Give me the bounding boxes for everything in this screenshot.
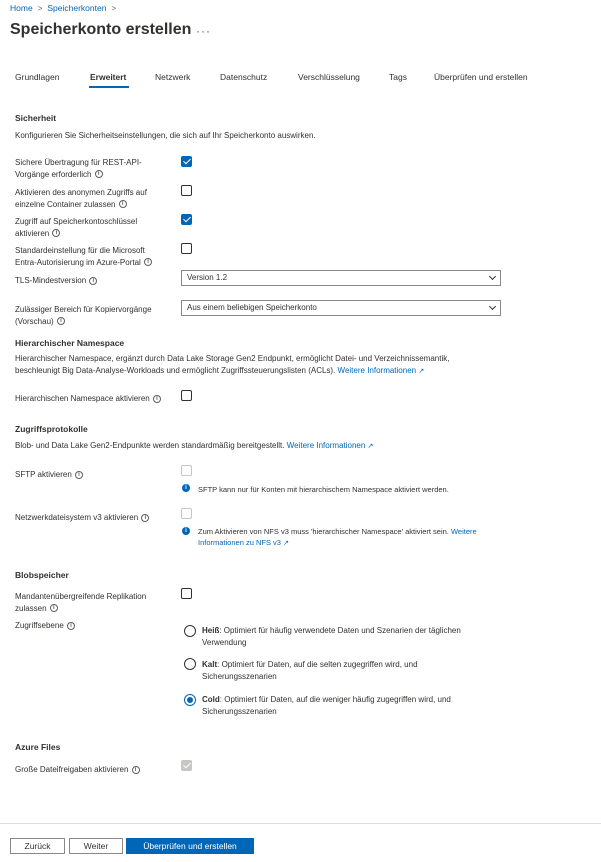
nfs-checkbox[interactable] xyxy=(181,508,192,519)
anonymous-access-label: Aktivieren des anonymen Zugriffs auf einzelne Container zulassen i xyxy=(15,188,147,209)
tab-grundlagen[interactable]: Grundlagen xyxy=(15,72,60,82)
page-title: Speicherkonto erstellen xyxy=(10,21,192,38)
tier-cool-label: Kalt: Optimiert für Daten, auf die selten zugegriffen wird, und Sicherungsszenarien xyxy=(202,660,418,681)
copy-scope-label: Zulässiger Bereich für Kopiervorgänge (Vorschau) i xyxy=(15,305,152,326)
tier-cool-radio[interactable] xyxy=(184,658,196,670)
access-tier-label: Zugriffsebene i xyxy=(15,620,75,632)
section-heading-azure-files: Azure Files xyxy=(15,742,61,752)
info-icon[interactable]: i xyxy=(52,229,60,237)
info-icon[interactable]: i xyxy=(132,766,140,774)
section-heading-hierarchical: Hierarchischer Namespace xyxy=(15,338,125,348)
back-button[interactable]: Zurück xyxy=(10,838,65,854)
tls-dropdown[interactable]: Version 1.2 xyxy=(181,270,501,286)
info-icon[interactable]: i xyxy=(95,170,103,178)
sftp-note: SFTP kann nur für Konten mit hierarchischem Namespace aktiviert werden. xyxy=(198,485,449,494)
section-heading-protocols: Zugriffsprotokolle xyxy=(15,424,88,434)
tab-netzwerk[interactable]: Netzwerk xyxy=(155,72,191,82)
secure-transfer-label: Sichere Übertragung für REST-API- Vorgänge erforderlich i xyxy=(15,158,142,179)
breadcrumb-storage-accounts[interactable]: Speicherkonten xyxy=(47,3,107,13)
info-icon[interactable]: i xyxy=(153,395,161,403)
chevron-down-icon xyxy=(489,303,496,310)
entra-default-checkbox[interactable] xyxy=(181,243,192,254)
section-heading-security: Sicherheit xyxy=(15,113,57,123)
info-icon[interactable]: i xyxy=(75,471,83,479)
tls-label: TLS-Mindestversion i xyxy=(15,275,97,287)
large-shares-label: Große Dateifreigaben aktivieren i xyxy=(15,764,140,776)
secure-transfer-checkbox[interactable] xyxy=(181,156,192,167)
tier-hot-radio[interactable] xyxy=(184,625,196,637)
tab-verschluesselung[interactable]: Verschlüsselung xyxy=(298,72,360,82)
hierarchical-learn-more-link[interactable]: Weitere Informationen ↗ xyxy=(337,365,425,375)
tier-hot-label: Heiß: Optimiert für häufig verwendete Daten und Szenarien der täglichen Verwendung xyxy=(202,626,461,647)
footer-divider xyxy=(0,823,601,824)
info-icon[interactable]: i xyxy=(57,317,65,325)
hierarchical-enable-checkbox[interactable] xyxy=(181,390,192,401)
info-filled-icon: i xyxy=(182,527,190,535)
cross-tenant-label: Mandantenübergreifende Replikation zulassen i xyxy=(15,592,147,613)
section-heading-blob: Blobspeicher xyxy=(15,570,69,580)
hierarchical-description: Hierarchischer Namespace, ergänzt durch Data Lake Storage Gen2 Endpunkt, ermöglicht Datei- und Verzeichnissemantik, beschleunigt Big Data-Analyse-Workloads und ermöglicht Zugriffssteuerungslisten (ACLs). Weitere Informationen ↗ xyxy=(15,354,450,375)
cross-tenant-checkbox[interactable] xyxy=(181,588,192,599)
info-icon[interactable]: i xyxy=(119,200,127,208)
copy-scope-dropdown[interactable]: Aus einem beliebigen Speicherkonto xyxy=(181,300,501,316)
external-link-icon: ↗ xyxy=(283,540,289,547)
info-icon[interactable]: i xyxy=(144,258,152,266)
chevron-right-icon: > xyxy=(37,3,43,13)
more-options-icon[interactable]: ··· xyxy=(196,24,211,38)
entra-default-label: Standardeinstellung für die Microsoft Entra-Autorisierung im Azure-Portal i xyxy=(15,245,152,268)
info-icon[interactable]: i xyxy=(89,277,97,285)
security-description: Konfigurieren Sie Sicherheitseinstellungen, die sich auf Ihr Speicherkonto auswirken. xyxy=(15,131,316,140)
next-button[interactable]: Weiter xyxy=(69,838,123,854)
breadcrumb xyxy=(10,3,116,13)
nfs-learn-more-link[interactable]: Weitere Informationen zu NFS v3 ↗ xyxy=(198,527,477,547)
tab-erweitert[interactable]: Erweitert xyxy=(90,72,127,82)
sftp-label: SFTP aktivieren i xyxy=(15,469,83,481)
external-link-icon: ↗ xyxy=(367,443,374,450)
nfs-label: Netzwerkdateisystem v3 aktivieren i xyxy=(15,512,149,524)
tab-tags[interactable]: Tags xyxy=(389,72,407,82)
large-shares-checkbox[interactable] xyxy=(181,760,192,771)
sftp-checkbox[interactable] xyxy=(181,465,192,476)
external-link-icon: ↗ xyxy=(418,367,425,375)
active-tab-indicator xyxy=(89,86,129,88)
tier-cold-radio[interactable] xyxy=(184,694,196,706)
key-access-checkbox[interactable] xyxy=(181,214,192,225)
tab-ueberpruefen[interactable]: Überprüfen und erstellen xyxy=(434,72,528,82)
breadcrumb-home[interactable]: Home xyxy=(10,3,33,13)
info-filled-icon: i xyxy=(182,484,190,492)
review-create-button[interactable]: Überprüfen und erstellen xyxy=(126,838,254,854)
protocols-learn-more-link[interactable]: Weitere Informationen ↗ xyxy=(286,441,374,450)
hierarchical-enable-label: Hierarchischen Namespace aktivieren i xyxy=(15,393,161,405)
chevron-down-icon xyxy=(489,273,496,280)
key-access-label: Zugriff auf Speicherkontoschlüssel aktivieren i xyxy=(15,217,138,238)
chevron-right-icon: > xyxy=(111,3,117,13)
anonymous-access-checkbox[interactable] xyxy=(181,185,192,196)
nfs-note: Zum Aktivieren von NFS v3 muss 'hierarchischer Namespace' aktiviert sein. Weitere Informationen zu NFS v3 ↗ xyxy=(198,527,477,547)
info-icon[interactable]: i xyxy=(50,604,58,612)
info-icon[interactable]: i xyxy=(67,622,75,630)
tab-datenschutz[interactable]: Datenschutz xyxy=(220,72,268,82)
protocols-description: Blob- und Data Lake Gen2-Endpunkte werden standardmäßig bereitgestellt. Weitere Informationen ↗ xyxy=(15,441,374,450)
tier-cold-label: Cold: Optimiert für Daten, auf die weniger häufig zugegriffen wird, und Sicherungsszenarien xyxy=(202,695,451,716)
info-icon[interactable]: i xyxy=(141,514,149,522)
